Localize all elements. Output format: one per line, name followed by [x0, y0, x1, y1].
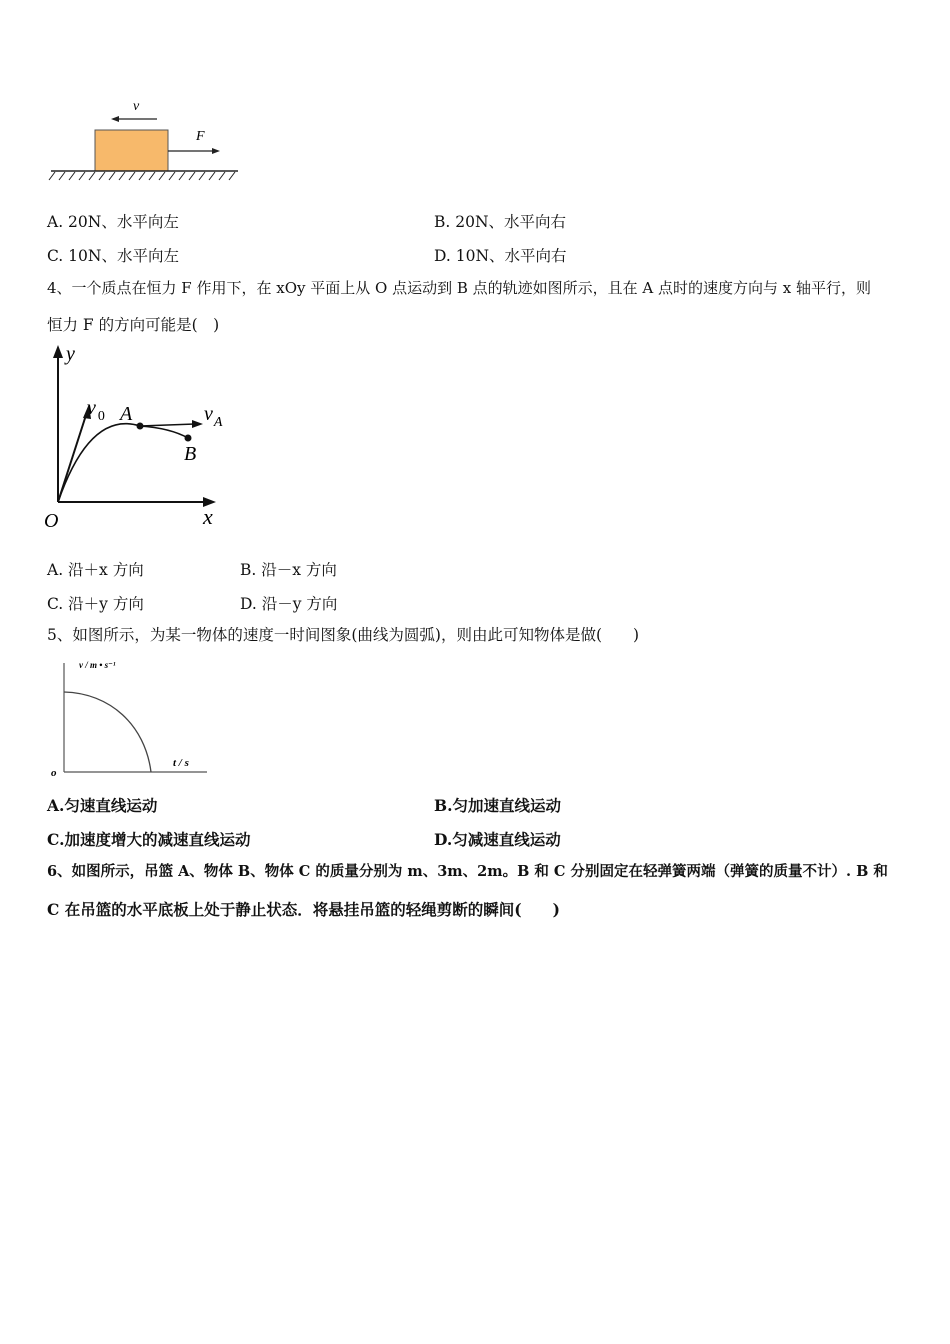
- v0-label: v $_0$: [87, 397, 105, 424]
- q4-option-c: C. 沿＋y 方向: [47, 595, 144, 613]
- point-b: [185, 435, 192, 442]
- velocity-arrow-head: [111, 116, 119, 122]
- force-label: F: [196, 129, 205, 144]
- q4-option-d: D. 沿－y 方向: [240, 595, 338, 613]
- q3-option-a: A. 20N、水平向左: [47, 213, 179, 231]
- origin-label: O: [44, 510, 59, 532]
- q4-option-b: B. 沿－x 方向: [240, 561, 337, 579]
- vt-y-axis-label: v / m • s⁻¹: [79, 660, 116, 670]
- vt-origin-label: o: [51, 767, 57, 779]
- vt-arc: [64, 692, 151, 772]
- va-label: $v_A$: [204, 403, 223, 430]
- vt-x-axis-label: t / s: [173, 757, 189, 769]
- point-b-label: B: [184, 443, 197, 465]
- q4-stem-line2: 恒力 F 的方向可能是( ): [47, 316, 220, 334]
- block-force-figure: [45, 95, 245, 185]
- va-vector: [140, 424, 195, 426]
- q4-stem-line1: 4、一个质点在恒力 F 作用下，在 xOy 平面上从 O 点运动到 B 点的轨迹如图所示，且在 A 点时的速度方向与 x 轴平行，则: [47, 279, 872, 297]
- q3-option-b: B. 20N、水平向右: [434, 213, 567, 231]
- q5-option-d: D.匀减速直线运动: [434, 830, 561, 849]
- q5-option-a: A.匀速直线运动: [47, 796, 158, 815]
- q3-option-d: D. 10N、水平向右: [434, 247, 567, 265]
- y-axis-arrow: [53, 345, 63, 358]
- q4-option-a: A. 沿＋x 方向: [47, 561, 144, 579]
- q5-option-c: C.加速度增大的减速直线运动: [47, 830, 251, 849]
- vt-graph-figure: [45, 655, 220, 785]
- q5-option-b: B.匀加速直线运动: [434, 796, 561, 815]
- block: [95, 130, 168, 171]
- q6-stem-line2: C 在吊篮的水平底板上处于静止状态．将悬挂吊篮的轻绳剪断的瞬间( ): [47, 900, 560, 919]
- y-axis-label: y: [66, 343, 75, 365]
- x-axis-label: x: [203, 504, 213, 529]
- trajectory-curve: [58, 424, 188, 502]
- q5-stem: 5、如图所示，为某一物体的速度一时间图象(曲线为圆弧)，则由此可知物体是做( ): [47, 626, 640, 644]
- point-a-label: A: [120, 403, 133, 425]
- va-arrow-head: [192, 420, 203, 428]
- q3-option-c: C. 10N、水平向左: [47, 247, 179, 265]
- force-arrow-head: [212, 148, 220, 154]
- velocity-label: v: [133, 99, 140, 114]
- trajectory-figure: [40, 340, 240, 535]
- ground-hatching: [49, 172, 235, 180]
- q6-stem-line1: 6、如图所示，吊篮 A、物体 B、物体 C 的质量分别为 m、3m、2m。B 和 C 分别固定在轻弹簧两端（弹簧的质量不计）. B 和: [47, 863, 888, 880]
